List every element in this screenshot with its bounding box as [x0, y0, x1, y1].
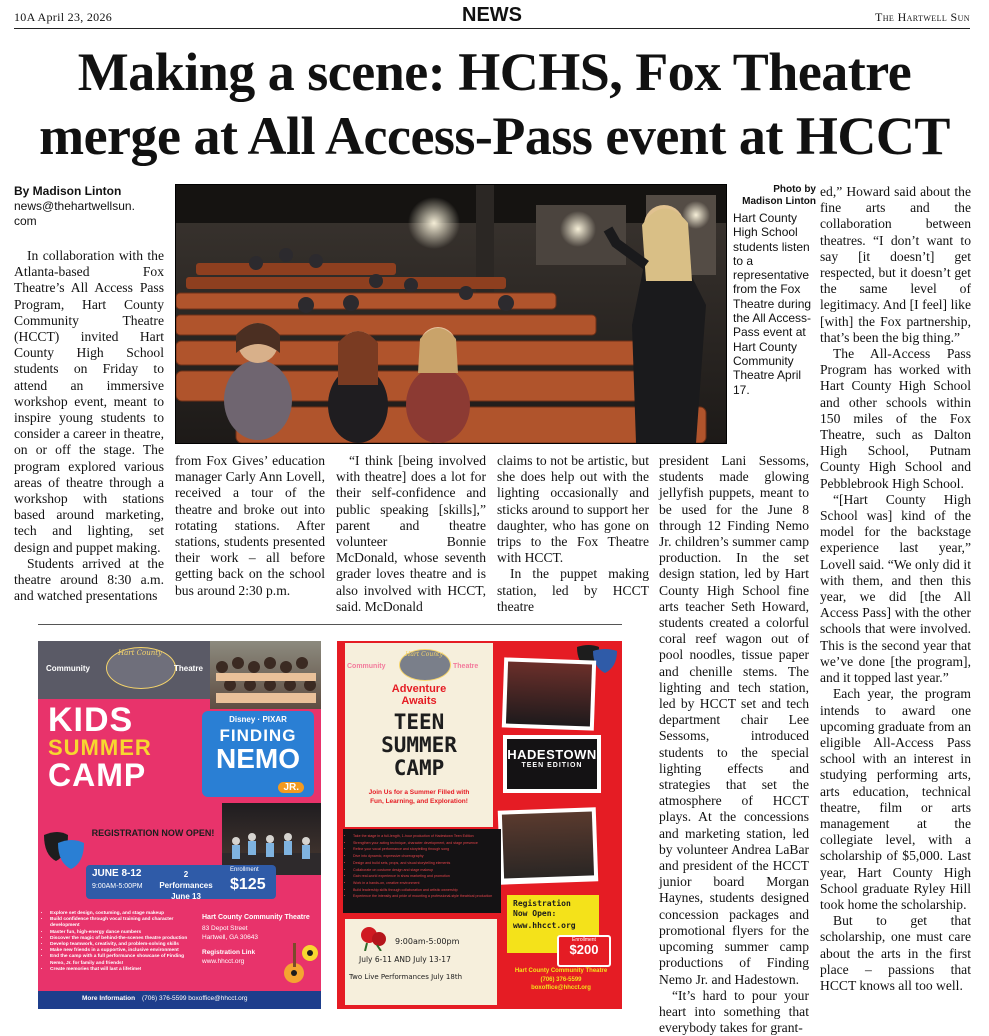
cast-photo-2 — [498, 807, 599, 884]
show-hadestown: HADESTOWN — [507, 747, 597, 762]
more-info-contact: (706) 376-5599 boxoffice@hhcct.org — [142, 995, 248, 1002]
flyer-footer-band — [38, 991, 321, 1009]
paragraph: The All-Access Pass Program has worked with Hart County High School and other schools within 150 miles of the Fox Theatre, such as Dalton High School, Putnam County High School and Pebblebrook High School. — [820, 346, 971, 491]
paragraph: Students arrived at the theatre around 8:30 a.m. and watched presentations — [14, 555, 164, 604]
page-header — [14, 6, 970, 29]
camp-times: 9:00AM-5:00PM — [92, 883, 143, 890]
teen-dates-panel — [345, 919, 497, 1005]
article-column-1 — [14, 248, 164, 604]
list-item: • Make new friends in a supportive, inclusive environment — [50, 948, 200, 954]
teen-contact — [501, 967, 621, 993]
headline-line-1: Making a scene: HCHS, Fox Theatre — [77, 42, 912, 102]
enrollment-label: Enrollment — [230, 867, 259, 873]
article-column-3 — [336, 453, 486, 615]
guitar-icon — [274, 937, 320, 987]
list-item: • Refine your vocal performance and storytelling through song — [353, 846, 497, 853]
adventure-awaits: Adventure Awaits — [391, 683, 447, 707]
venue-address-2: Hartwell, GA 30643 — [202, 934, 259, 941]
paragraph: ed,” Howard said about the fine arts and the collaboration between theatres. “I don’t want to say [it doesn’t] get respected, but it doesn’t get the same level of legitimacy. And [I feel] like [with] the Fox partnership, that’s been the big thing.” — [820, 184, 971, 345]
hadestown-logo-frame — [503, 735, 601, 793]
title-camp: CAMP — [48, 757, 147, 793]
theatre-masks-icon — [40, 829, 88, 873]
registration-open: REGISTRATION NOW OPEN! — [91, 828, 215, 838]
teen-features-box — [343, 829, 501, 913]
article-column-6 — [820, 184, 971, 994]
show-nemo: NEMO — [216, 743, 300, 774]
section-divider — [38, 624, 622, 625]
teen-camp-title — [345, 711, 493, 780]
paragraph: But to get that scholarship, one must care about the arts in the first place – passions that HCCT knows all too well. — [820, 913, 971, 993]
paragraph: In the puppet making station, led by HCCT theatre — [497, 566, 649, 614]
enrollment-label: Enrollment — [572, 937, 596, 943]
registration-now-open: Registration Now Open: — [513, 899, 571, 918]
kids-camp-features — [38, 911, 200, 973]
author-name: By Madison Linton — [14, 184, 122, 198]
paragraph: president Lani Sessoms, students made glowing jellyfish puppets, meant to be used for the June 8 through 12 Finding Nemo Jr. children’s summer camp production. In the set design station, led by Hart County High School fine arts teacher Seth Howard, students created a colorful coral reef wagon out of pool noodles, tissue paper and chenille stems. The lighting and tech station, led by HCCT set and tech department chair Lee Sessoms, introduced students to the special lighting effects and strategies that set the atmosphere of HCCT plays. At the concessions and marketing station, led by volunteer Andrea LaBar and president of the HCCT junior board Morgan Haynes, students designed concession packages and promotional flyers for the upcoming summer camp productions of Finding Nemo Jr. and Hadestown. — [659, 453, 809, 987]
paragraph: from Fox Gives’ education manager Carly Ann Lovell, received a tour of the theatre and broke out into rotating stations. After stations, students presented their work – all before getting back on the school bus around 2:30 p.m. — [175, 453, 325, 598]
title-summer: SUMMER — [48, 735, 152, 760]
headline-line-2: merge at All Access-Pass event at HCCT — [39, 106, 950, 166]
venue-name: Hart County Community Theatre — [514, 968, 608, 974]
page-date: 10A April 23, 2026 — [14, 10, 113, 24]
join-us-text: Join Us for a Summer Filled with Fun, Learning, and Exploration! — [368, 789, 470, 805]
show-jr: JR. — [278, 782, 304, 793]
article-photo — [175, 184, 727, 444]
list-item: • Dive into dynamic, expressive choreography — [353, 853, 497, 860]
enrollment-price: $200 — [569, 942, 599, 957]
venue-name: Hart County Community Theatre — [202, 914, 310, 921]
finding-nemo-logo — [202, 711, 314, 797]
list-item: • Create memories that will last a lifetime! — [50, 967, 200, 973]
cast-photo-image — [502, 811, 594, 878]
paragraph: “I think [being involved with theatre] does a lot for their self-confidence and public speaking [skills],” parent and theatre volunteer Bonnie McDonald, whose seventh grader loves theatre and is also involved with HCCT, said. McDonald — [336, 453, 486, 614]
teen-hours: 9:00am-5:00pm — [395, 937, 460, 946]
show-teen-edition: TEEN EDITION — [521, 762, 583, 769]
article-column-2 — [175, 453, 325, 599]
list-item: • Experience the intensity and pride of mounting a professional-style theatrical production — [353, 893, 497, 900]
registration-link-label: Registration Link — [202, 949, 256, 956]
paragraph: claims to not be artistic, but she does help out with the lighting occasionally and sticks around to support her daughter, who has gone on trips to the Fox Theatre with HCCT. — [497, 453, 649, 566]
list-item: • Discover the magic of behind-the-scenes theatre production — [50, 936, 200, 942]
teen-title-panel — [345, 643, 493, 827]
camp-dates: JUNE 8-12 — [92, 868, 142, 879]
cast-photo-1 — [502, 657, 596, 730]
article-column-4 — [497, 453, 649, 615]
dates-panel — [86, 865, 276, 899]
title-camp: CAMP — [393, 756, 445, 780]
enrollment-badge — [557, 935, 611, 967]
disney-pixar: Disney · PIXAR — [229, 715, 287, 724]
teen-performances: Two Live Performances July 18th — [349, 973, 463, 981]
teen-summer-camp-flyer — [337, 641, 622, 1009]
cast-group-photo — [210, 641, 321, 709]
hadestown-logo — [507, 739, 597, 789]
list-item: • Design and build sets, props, and visual storytelling elements — [353, 860, 497, 867]
author-email[interactable]: news@thehartwellsun. com — [14, 199, 135, 228]
email[interactable]: boxoffice@hhcct.org — [531, 985, 591, 991]
caption-text: Hart County High School students listen to a representative from the Fox Theatre during the All Access-Pass event at Hart County Community Theatre April 17. — [733, 211, 812, 397]
title-summer: SUMMER — [381, 733, 457, 757]
list-item: • Gain real-world experience in show marketing and promotion — [353, 873, 497, 880]
cast-photo-image — [506, 662, 592, 727]
kids-camp-title — [48, 703, 188, 791]
list-item: • End the camp with a full performance showcase of Finding Nemo, Jr. for family and friends! — [50, 954, 200, 966]
brand-theatre: Theatre — [453, 663, 479, 670]
enrollment-price: $125 — [230, 876, 266, 893]
registration-link[interactable]: www.hhcct.org — [513, 921, 576, 930]
kids-summer-camp-flyer — [38, 641, 321, 1009]
cast-people-illustration — [210, 641, 321, 709]
show-finding: FINDING — [219, 726, 297, 745]
list-item: • Build leadership skills through collaboration and artistic ownership — [353, 887, 497, 894]
section-label: NEWS — [462, 4, 522, 26]
article-column-5 — [659, 453, 809, 1036]
newspaper-name: The Hartwell Sun — [874, 10, 970, 24]
brand-community: Community — [347, 663, 386, 670]
title-kids: KIDS — [48, 701, 134, 739]
venue-address-1: 83 Depot Street — [202, 925, 248, 932]
rose-icon — [359, 925, 389, 951]
list-item: • Develop teamwork, creativity, and problem-solving skills — [50, 942, 200, 948]
teen-camp-features — [343, 829, 501, 900]
brand-hart-county: Hart County — [117, 649, 163, 657]
list-item: • Work in a hands-on, creative environment — [353, 880, 497, 887]
brand-theatre: Theatre — [174, 664, 203, 673]
list-item: • Collaborate on costume design and stage makeup — [353, 867, 497, 874]
paragraph: “It’s hard to pour your heart into something that everybody takes for grant- — [659, 987, 809, 1036]
list-item: • Build confidence through vocal training and character development — [50, 917, 200, 929]
list-item: • Take the stage in a full-length, 1-hour production of Hadestown Teen Edition — [353, 833, 497, 840]
photo-credit: Photo by Madison Linton — [742, 184, 816, 207]
teen-dates: July 6-11 AND July 13-17 — [359, 955, 451, 964]
byline — [14, 184, 164, 229]
phone: (706) 376-5599 — [540, 976, 582, 983]
photo-caption — [733, 184, 816, 397]
list-item: • Explore set design, costuming, and stage makeup — [50, 911, 200, 917]
list-item: • Master fun, high-energy dance numbers — [50, 930, 200, 936]
registration-link[interactable]: www.hhcct.org — [202, 958, 245, 965]
list-item: • Strengthen your acting technique, character development, and stage presence — [353, 840, 497, 847]
performances: 2 Performances June 13 — [159, 870, 213, 901]
more-info-label: More Information — [82, 995, 136, 1002]
paragraph: In collaboration with the Atlanta-based Fox Theatre’s All Access Pass Program, Hart County Community Theatre (HCCT) invited Hart County High School students on Friday to attend an immersive workshop event, meant to inspire young students to consider a career in theatre, on or off the stage. The program explored various areas of theatre through a workshop with stations based around marketing, tech and lighting, set design and puppet making. — [14, 248, 164, 555]
title-teen: TEEN — [393, 710, 445, 734]
paragraph: “[Hart County High School was] kind of the model for the backstage experience last year,” Lovell said. “We only did it with them, and then this year, we did [the All Access Pass] with the other schools that were involved. This is the second year that we’ve done [the program], and it topped last year.” — [820, 491, 971, 686]
brand-hart-county: Hart County — [405, 651, 443, 658]
headline — [10, 40, 979, 168]
theatre-scene-illustration — [176, 185, 726, 443]
brand-community: Community — [46, 664, 90, 673]
paragraph: Each year, the program intends to award one upcoming graduate from an eligible All-Access Pass school with an interest in studying performing arts, arts education, technical theatre, film or arts management at the collegiate level, with a scholarship of $5,000. Last year, Hart County High School graduate Ryley Hill took home the scholarship. — [820, 686, 971, 912]
